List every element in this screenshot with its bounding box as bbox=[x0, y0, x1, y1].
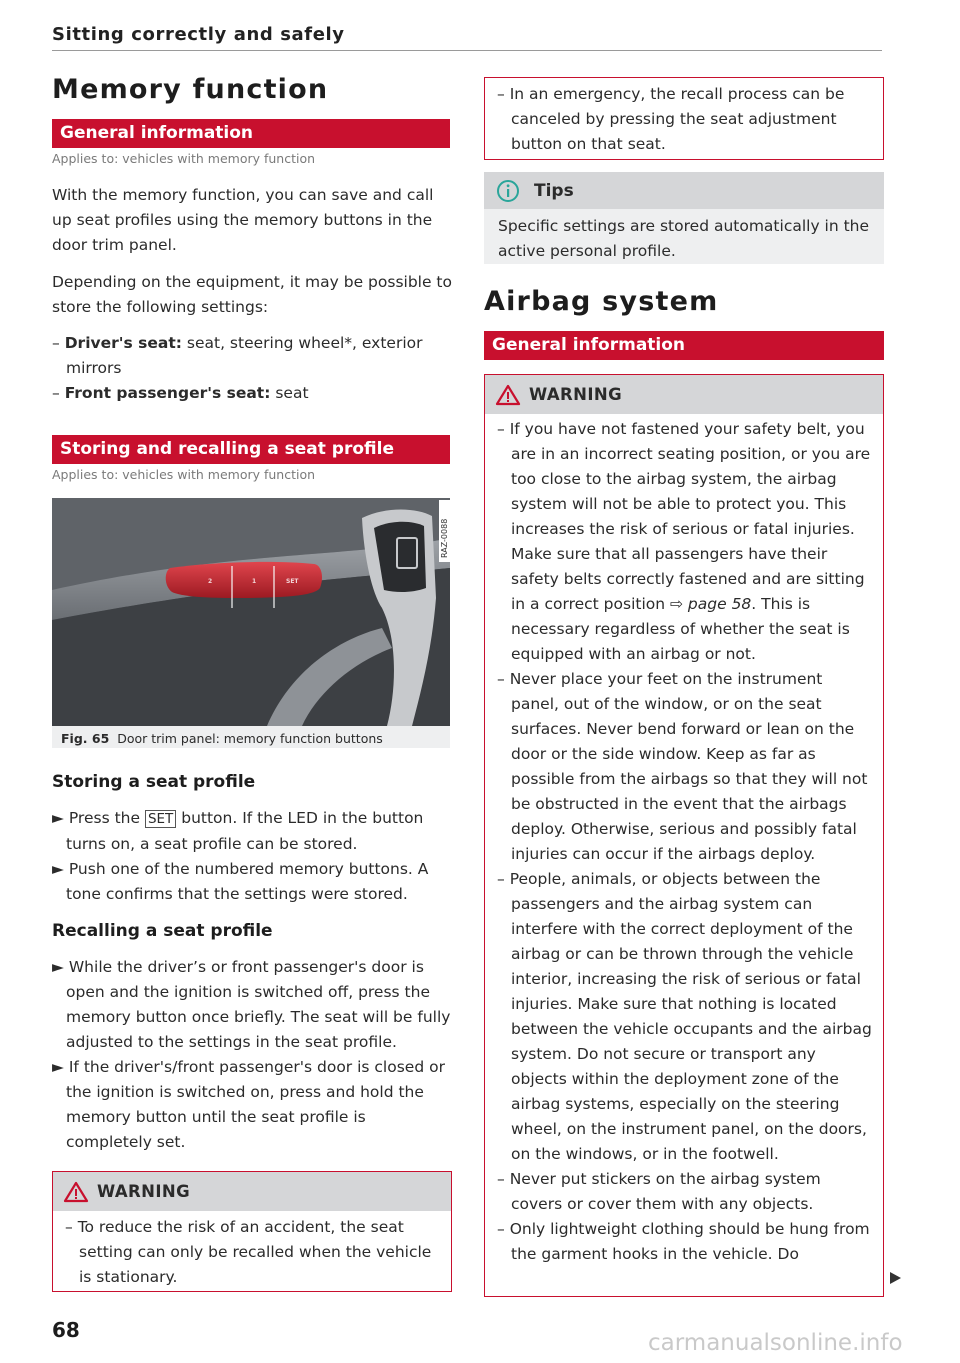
list-item: – Driver's seat: seat, steering wheel*, exterior mirrors bbox=[52, 334, 423, 377]
step-item: ► Push one of the numbered memory buttons. A tone confirms that the settings were stored. bbox=[52, 860, 429, 903]
warning-title: WARNING bbox=[529, 385, 623, 404]
continue-arrow-icon bbox=[888, 1270, 902, 1289]
warning-item-text: People, animals, or objects between the passengers and the airbag system can interfere with the correct deployment of the airbag or can be thrown through the vehicle interior, increasing the risk of serious or fatal injuries. Make sure that nothing is located between the vehicle occupants and the airbag system. Do not secure or transport any objects within the deployment zone of the airbag systems, especially on the steering wheel, on the instrument panel, on the doors, on the windows, or in the footwell. bbox=[509, 870, 872, 1163]
applies-note: Applies to: vehicles with memory function bbox=[52, 151, 316, 166]
warning-title: WARNING bbox=[97, 1182, 191, 1201]
subsection-bar-storing: Storing and recalling a seat profile bbox=[52, 435, 450, 464]
figure-caption bbox=[61, 731, 383, 746]
tips-title: Tips bbox=[534, 180, 574, 201]
step-text: Push one of the numbered memory buttons. A tone confirms that the settings were stored. bbox=[66, 860, 429, 903]
warning-body bbox=[485, 414, 883, 1267]
watermark: carmanualsonline.info bbox=[648, 1330, 903, 1356]
warning-item-text: If you have not fastened your safety belt, you are in an incorrect seating position, or you are too close to the airbag system, the airbag system will not be able to protect you. This increases the risk of serious or fatal injuries. Make sure that all passengers have their safety belts correctly fastened and are sitting in a correct position bbox=[509, 420, 871, 613]
step-text: While the driver’s or front passenger's door is open and the ignition is switched off, press the memory button once briefly. The seat will be fully adjusted to the settings in the seat profile. bbox=[66, 958, 451, 1051]
warning-item-text: In an emergency, the recall process can be canceled by pressing the seat adjustment button on that seat. bbox=[509, 85, 845, 153]
warning-item-text: Never place your feet on the instrument panel, out of the window, or on the seat surfaces. Never bend forward or lean on the door or the side window. Keep as far as possible from the airbags so that they will not be obstructed in the event that the airbags deploy. Otherwise, serious and possibly fatal injuries can occur if the airbags deploy. bbox=[509, 670, 868, 863]
warning-continuation-box bbox=[484, 77, 884, 160]
header-divider bbox=[52, 50, 882, 51]
warning-header bbox=[53, 1172, 451, 1211]
running-header: Sitting correctly and safely bbox=[52, 24, 345, 45]
subsection-bar-airbag-general: General information bbox=[484, 331, 884, 360]
set-button-label: SET bbox=[286, 578, 299, 585]
step-text: button. If the LED in the button turns on, a seat profile can be stored. bbox=[66, 809, 424, 853]
step-item: ► If the driver's/front passenger's door is closed or the ignition is switched on, press and hold the memory button until the seat profile is completely set. bbox=[52, 1058, 445, 1151]
step-text: If the driver's/front passenger's door is closed or the ignition is switched on, press and hold the memory button until the seat profile is completely set. bbox=[66, 1058, 445, 1151]
section-heading-airbag: Airbag system bbox=[484, 286, 719, 317]
warning-item-text: To reduce the risk of an accident, the seat setting can only be recalled when the vehicle is stationary. bbox=[77, 1218, 432, 1286]
warning-item: – In an emergency, the recall process can be canceled by pressing the seat adjustment button on that seat. bbox=[497, 85, 845, 153]
info-icon bbox=[496, 179, 520, 203]
warning-item: – People, animals, or objects between the passengers and the airbag system can interfere with the correct deployment of the airbag or can be thrown through the vehicle interior, increasing the risk of serious or fatal injuries. Make sure that nothing is located between the vehicle occupants and the airbag system. Do not secure or transport any objects within the deployment zone of the airbag systems, especially on the steering wheel, on the instrument panel, on the doors, on the windows, or in the footwell. bbox=[497, 870, 872, 1163]
warning-item-text: Never put stickers on the airbag system covers or cover them with any objects. bbox=[509, 1170, 821, 1213]
tips-text: Specific settings are stored automatically in the active personal profile. bbox=[498, 217, 870, 260]
page-number: 68 bbox=[52, 1318, 80, 1342]
figure-code: RAZ-0088 bbox=[440, 518, 449, 558]
set-key: SET bbox=[145, 810, 176, 828]
warning-body bbox=[53, 1211, 451, 1290]
figure-label: Fig. 65 bbox=[61, 731, 110, 746]
warning-triangle-icon bbox=[495, 384, 521, 406]
warning-triangle-icon bbox=[63, 1181, 89, 1203]
list-item-text: seat bbox=[270, 384, 309, 402]
subsection-bar-general: General information bbox=[52, 119, 450, 148]
warning-item: – Only lightweight clothing should be hung from the garment hooks in the vehicle. Do bbox=[497, 1220, 870, 1263]
warning-item: – To reduce the risk of an accident, the seat setting can only be recalled when the vehicle is stationary. bbox=[65, 1218, 432, 1286]
page-reference-link[interactable]: ⇨ page 58 bbox=[670, 595, 752, 613]
warning-item: – If you have not fastened your safety belt, you are in an incorrect seating position, or you are too close to the airbag system, the airbag system will not be able to protect you. This increases the risk of serious or fatal injuries. Make sure that all passengers have their safety belts correctly fastened and are sitting in a correct position ⇨ page 58. This is necessary regardless of whether the seat is equipped with an airbag or not. bbox=[497, 420, 871, 663]
figure-65 bbox=[52, 498, 450, 748]
warning-item: – Never place your feet on the instrument panel, out of the window, or on the seat surfaces. Never bend forward or lean on the door or the side window. Keep as far as possible from the airbags so that they will not be obstructed in the event that the airbags deploy. Otherwise, serious and possibly fatal injuries can occur if the airbags deploy. bbox=[497, 670, 868, 863]
general-body bbox=[52, 183, 452, 406]
step-text: Press the bbox=[68, 809, 145, 827]
list-item: – Front passenger's seat: seat bbox=[52, 384, 309, 402]
paragraph: With the memory function, you can save and call up seat profiles using the memory buttons in the door trim panel. bbox=[52, 186, 434, 254]
storing-steps bbox=[52, 806, 452, 907]
warning-continuation-body bbox=[485, 78, 883, 157]
paragraph: Depending on the equipment, it may be possible to store the following settings: bbox=[52, 273, 452, 316]
warning-item: – Never put stickers on the airbag system covers or cover them with any objects. bbox=[497, 1170, 821, 1213]
recalling-steps bbox=[52, 955, 452, 1155]
step-item: ► While the driver’s or front passenger's door is open and the ignition is switched off, press the memory button once briefly. The seat will be fully adjusted to the settings in the seat profile. bbox=[52, 958, 451, 1051]
section-heading-memory: Memory function bbox=[52, 74, 329, 105]
subheading-recalling: Recalling a seat profile bbox=[52, 921, 273, 941]
tips-header bbox=[484, 172, 884, 209]
applies-note: Applies to: vehicles with memory function bbox=[52, 467, 316, 482]
subheading-storing: Storing a seat profile bbox=[52, 772, 256, 792]
step-item: ► Press the SET button. If the LED in the button turns on, a seat profile can be stored. bbox=[52, 809, 424, 853]
warning-box-airbag bbox=[484, 374, 884, 1297]
list-item-bold: Driver's seat: bbox=[64, 334, 182, 352]
warning-header bbox=[485, 375, 883, 414]
memory-button-2-label: 2 bbox=[208, 578, 213, 585]
tips-box bbox=[484, 172, 884, 264]
list-item-bold: Front passenger's seat: bbox=[64, 384, 271, 402]
warning-item-text: Only lightweight clothing should be hung from the garment hooks in the vehicle. Do bbox=[509, 1220, 870, 1263]
warning-item-text: . This is necessary regardless of whether the seat is equipped with an airbag or not. bbox=[511, 595, 850, 663]
figure-caption-text: Door trim panel: memory function buttons bbox=[117, 731, 383, 746]
list-item-text: seat, steering wheel*, exterior mirrors bbox=[66, 334, 423, 377]
door-trim-illustration bbox=[52, 498, 450, 726]
warning-box-memory bbox=[52, 1171, 452, 1292]
memory-button-1-label: 1 bbox=[252, 578, 257, 585]
